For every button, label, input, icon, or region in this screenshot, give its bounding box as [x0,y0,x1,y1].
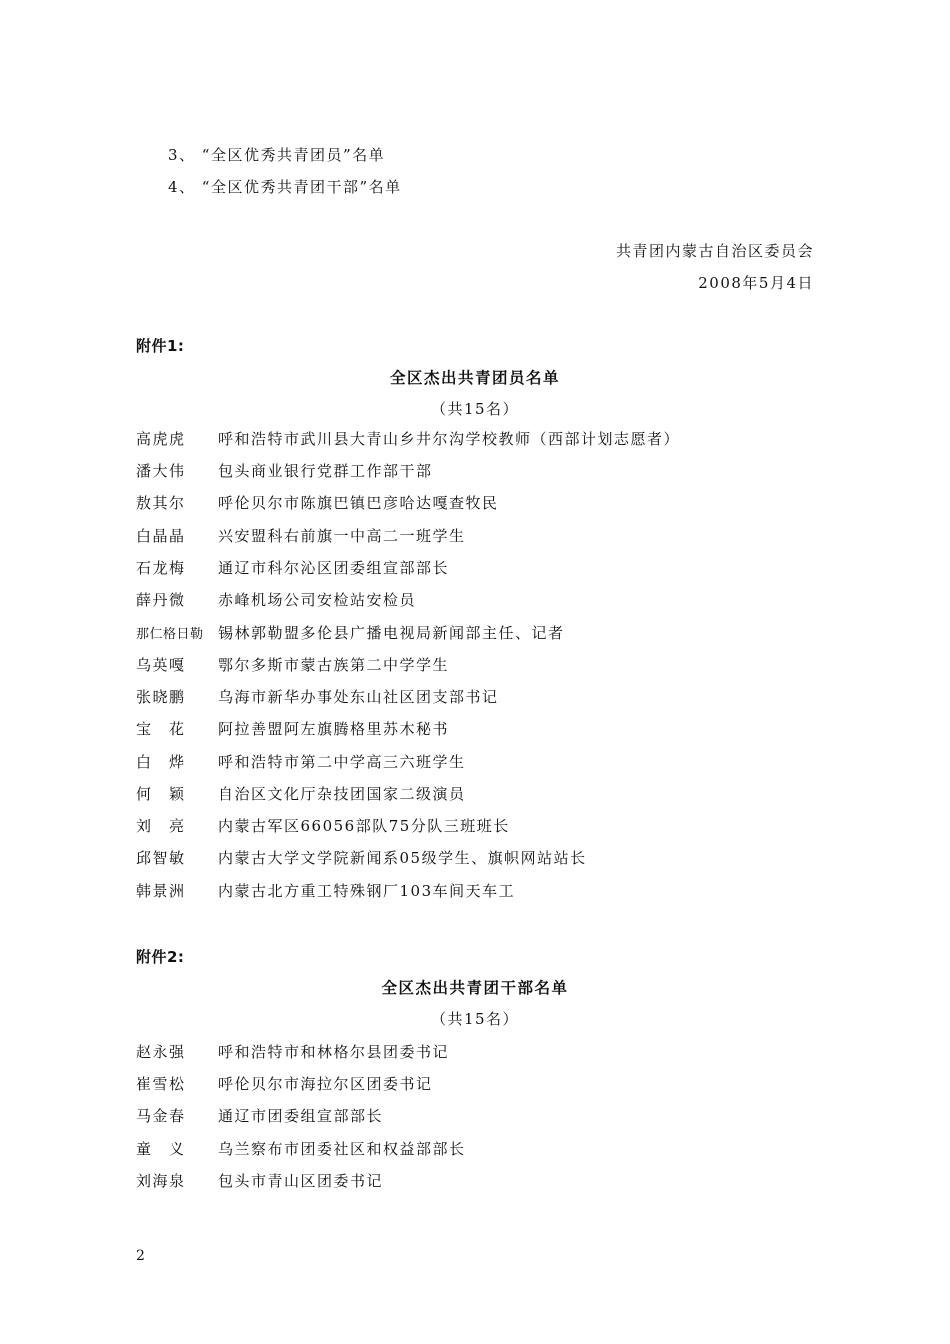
person-desc: 锡林郭勒盟多伦县广播电视局新闻部主任、记者 [218,624,565,642]
intro-list-item-3: 3、 “全区优秀共青团员”名单 [168,146,386,164]
list-item [136,783,466,807]
person-desc: 乌海市新华办事处东山社区团支部书记 [218,688,499,706]
list-item [136,1138,466,1162]
person-desc: 乌兰察布市团委社区和权益部部长 [218,1140,466,1158]
person-name: 高虎虎 [136,430,186,448]
list-item [136,428,680,452]
person-desc: 包头商业银行党群工作部干部 [218,462,433,480]
person-name: 刘 亮 [136,817,186,835]
signature-date: 2008年5月4日 [698,274,814,292]
person-name: 白 烨 [136,753,186,771]
list-item [136,1041,449,1065]
list-item [136,460,433,484]
list-item [136,557,449,581]
list-item [136,847,587,871]
list-item [136,654,449,678]
list-item [136,751,466,775]
person-name: 敖其尔 [136,494,186,512]
attachment1-count: （共15名） [430,400,520,418]
list-item [136,589,416,613]
person-name: 宝 花 [136,720,186,738]
person-name: 张晓鹏 [136,688,186,706]
attachment2-title: 全区杰出共青团干部名单 [381,978,569,997]
list-item [136,718,449,742]
list-item [136,815,510,839]
person-name: 何 颖 [136,785,186,803]
list-item [136,686,499,710]
page-number: 2 [136,1248,145,1264]
person-desc: 呼和浩特市武川县大青山乡井尔沟学校教师（西部计划志愿者） [218,430,681,448]
person-name: 那仁格日勒 [136,627,204,642]
attachment2-label: 附件2: [136,948,185,966]
person-desc: 自治区文化厅杂技团国家二级演员 [218,785,466,803]
person-name: 崔雪松 [136,1075,186,1093]
person-desc: 内蒙古大学文学院新闻系05级学生、旗帜网站站长 [218,849,587,867]
list-item [136,525,466,549]
person-desc: 呼伦贝尔市海拉尔区团委书记 [218,1075,433,1093]
person-desc: 呼和浩特市和林格尔县团委书记 [218,1043,450,1061]
signature-org: 共青团内蒙古自治区委员会 [615,242,814,260]
list-item [136,1105,383,1129]
person-desc: 通辽市团委组宣部部长 [218,1107,384,1125]
attachment1-label: 附件1: [136,337,185,355]
list-item [136,492,499,516]
person-name: 薛丹微 [136,591,186,609]
intro-list-item-4: 4、 “全区优秀共青团干部”名单 [168,178,402,196]
person-name: 马金春 [136,1107,186,1125]
person-desc: 阿拉善盟阿左旗腾格里苏木秘书 [218,720,450,738]
list-item [136,622,565,646]
person-name: 白晶晶 [136,527,186,545]
person-name: 刘海泉 [136,1172,186,1190]
person-desc: 通辽市科尔沁区团委组宣部部长 [218,559,450,577]
person-name: 潘大伟 [136,462,186,480]
person-desc: 内蒙古军区66056部队75分队三班班长 [218,817,510,835]
list-item [136,1170,383,1194]
person-desc: 内蒙古北方重工特殊钢厂103车间天车工 [218,882,516,900]
person-name: 乌英嘎 [136,656,186,674]
person-desc: 鄂尔多斯市蒙古族第二中学学生 [218,656,450,674]
person-desc: 呼和浩特市第二中学高三六班学生 [218,753,466,771]
person-desc: 包头市青山区团委书记 [218,1172,384,1190]
person-desc: 呼伦贝尔市陈旗巴镇巴彦哈达嘎查牧民 [218,494,499,512]
list-item [136,1073,433,1097]
person-name: 童 义 [136,1140,186,1158]
attachment1-title: 全区杰出共青团员名单 [389,368,560,387]
list-item [136,880,515,904]
person-name: 韩景洲 [136,882,186,900]
person-name: 邱智敏 [136,849,186,867]
person-desc: 兴安盟科右前旗一中高二一班学生 [218,527,466,545]
person-name: 石龙梅 [136,559,186,577]
person-desc: 赤峰机场公司安检站安检员 [218,591,417,609]
attachment2-count: （共15名） [430,1010,520,1028]
person-name: 赵永强 [136,1043,186,1061]
